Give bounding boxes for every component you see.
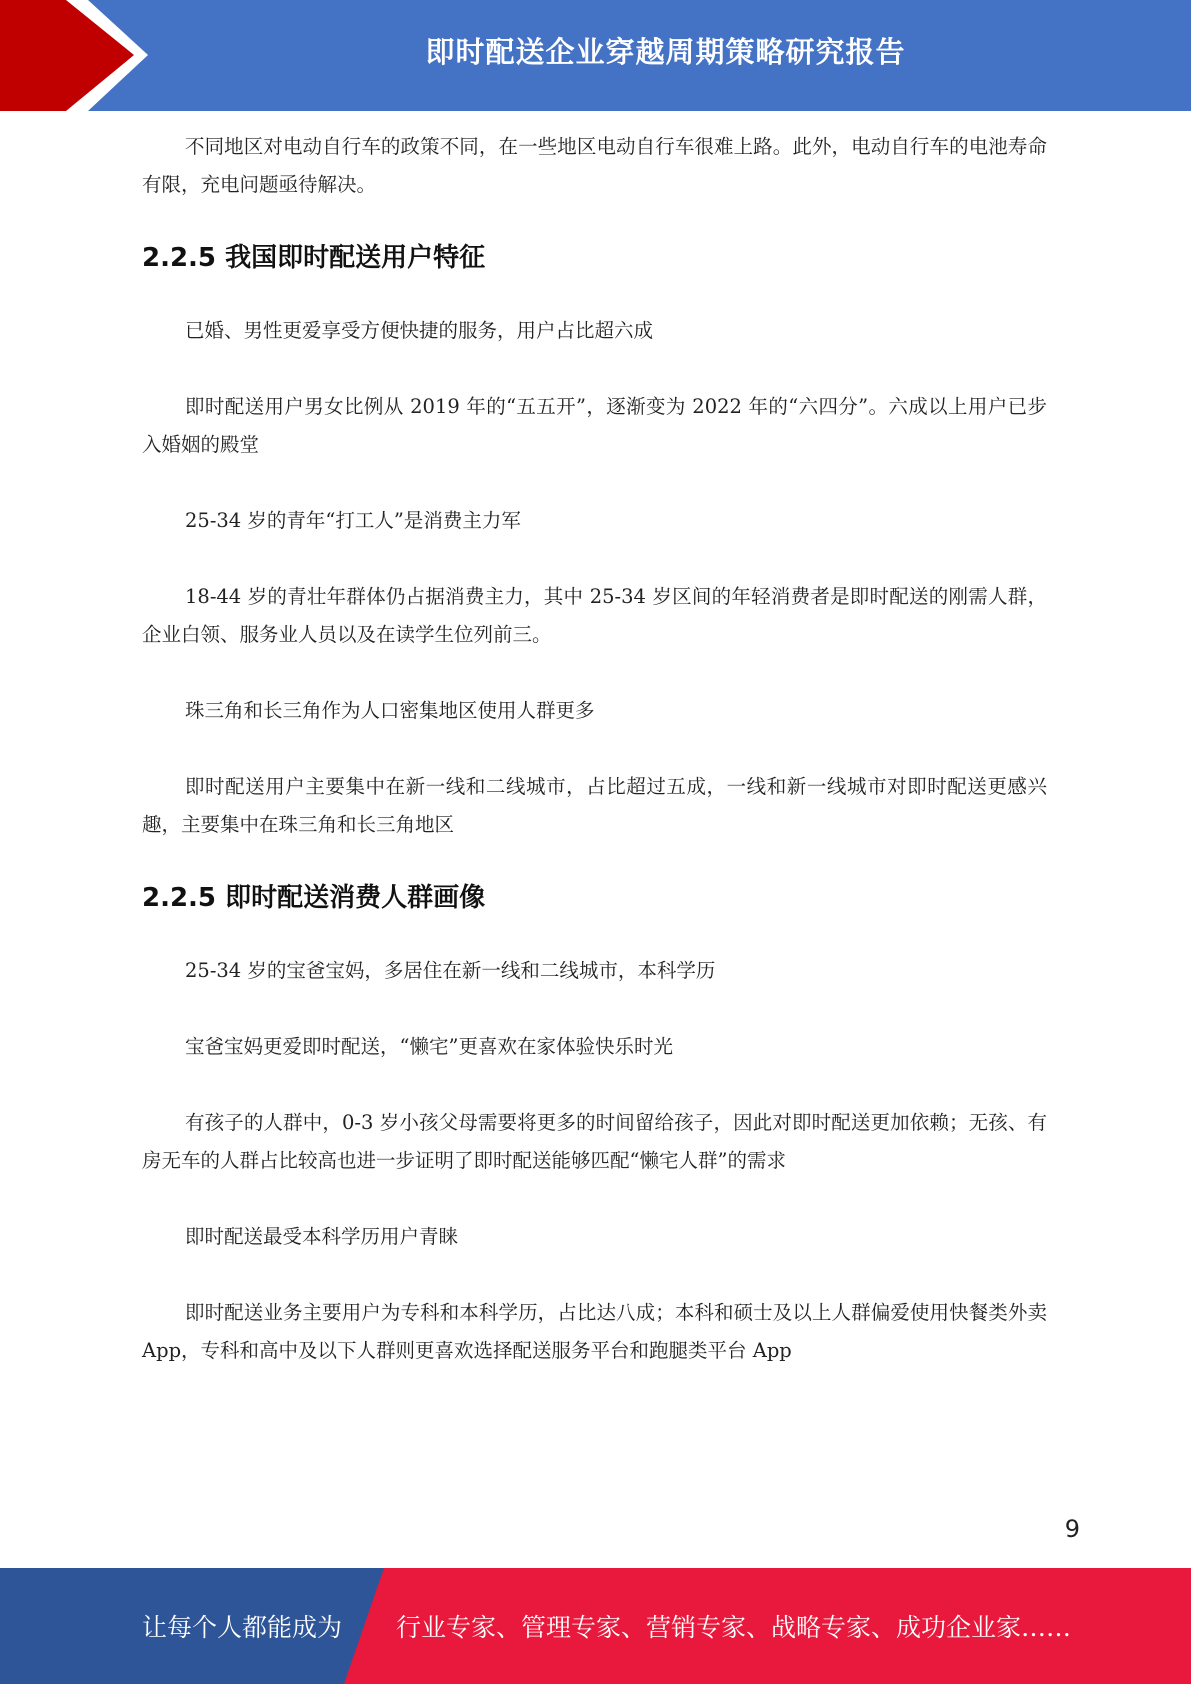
paragraph: 即时配送业务主要用户为专科和本科学历，占比达八成；本科和硕士及以上人群偏爱使用快餐类外卖 App，专科和高中及以下人群则更喜欢选择配送服务平台和跑腿类平台 App <box>142 1301 1047 1362</box>
footer-slogan-left: 让每个人都能成为 <box>142 1613 343 1642</box>
section-heading: 2.2.5 我国即时配送用户特征 <box>142 243 486 273</box>
page-body <box>142 128 1047 1370</box>
paragraph: 珠三角和长三角作为人口密集地区使用人群更多 <box>185 699 595 722</box>
report-title: 即时配送企业穿越周期策略研究报告 <box>425 34 906 69</box>
page-footer <box>0 1568 1191 1684</box>
paragraph: 即时配送用户主要集中在新一线和二线城市，占比超过五成，一线和新一线城市对即时配送更感兴趣，主要集中在珠三角和长三角地区 <box>142 775 1047 836</box>
paragraph: 18-44 岁的青壮年群体仍占据消费主力，其中 25-34 岁区间的年轻消费者是即时配送的刚需人群，企业白领、服务业人员以及在读学生位列前三。 <box>142 585 1047 646</box>
paragraph: 即时配送用户男女比例从 2019 年的“五五开”，逐渐变为 2022 年的“六四分”。六成以上用户已步入婚姻的殿堂 <box>142 395 1047 456</box>
paragraph: 已婚、男性更爱享受方便快捷的服务，用户占比超六成 <box>185 319 654 342</box>
section-heading: 2.2.5 即时配送消费人群画像 <box>142 883 486 913</box>
footer-slogan-right: 行业专家、管理专家、营销专家、战略专家、成功企业家…… <box>396 1613 1072 1642</box>
paragraph: 25-34 岁的青年“打工人”是消费主力军 <box>185 509 521 532</box>
paragraph: 不同地区对电动自行车的政策不同，在一些地区电动自行车很难上路。此外，电动自行车的电池寿命有限，充电问题亟待解决。 <box>142 135 1047 196</box>
page-number: 9 <box>1064 1515 1080 1543</box>
paragraph: 宝爸宝妈更爱即时配送，“懒宅”更喜欢在家体验快乐时光 <box>185 1035 673 1058</box>
page-header <box>0 0 1191 111</box>
paragraph: 有孩子的人群中，0-3 岁小孩父母需要将更多的时间留给孩子，因此对即时配送更加依赖；无孩、有房无车的人群占比较高也进一步证明了即时配送能够匹配“懒宅人群”的需求 <box>142 1111 1047 1172</box>
paragraph: 25-34 岁的宝爸宝妈，多居住在新一线和二线城市，本科学历 <box>185 959 716 982</box>
paragraph: 即时配送最受本科学历用户青睐 <box>185 1225 459 1248</box>
